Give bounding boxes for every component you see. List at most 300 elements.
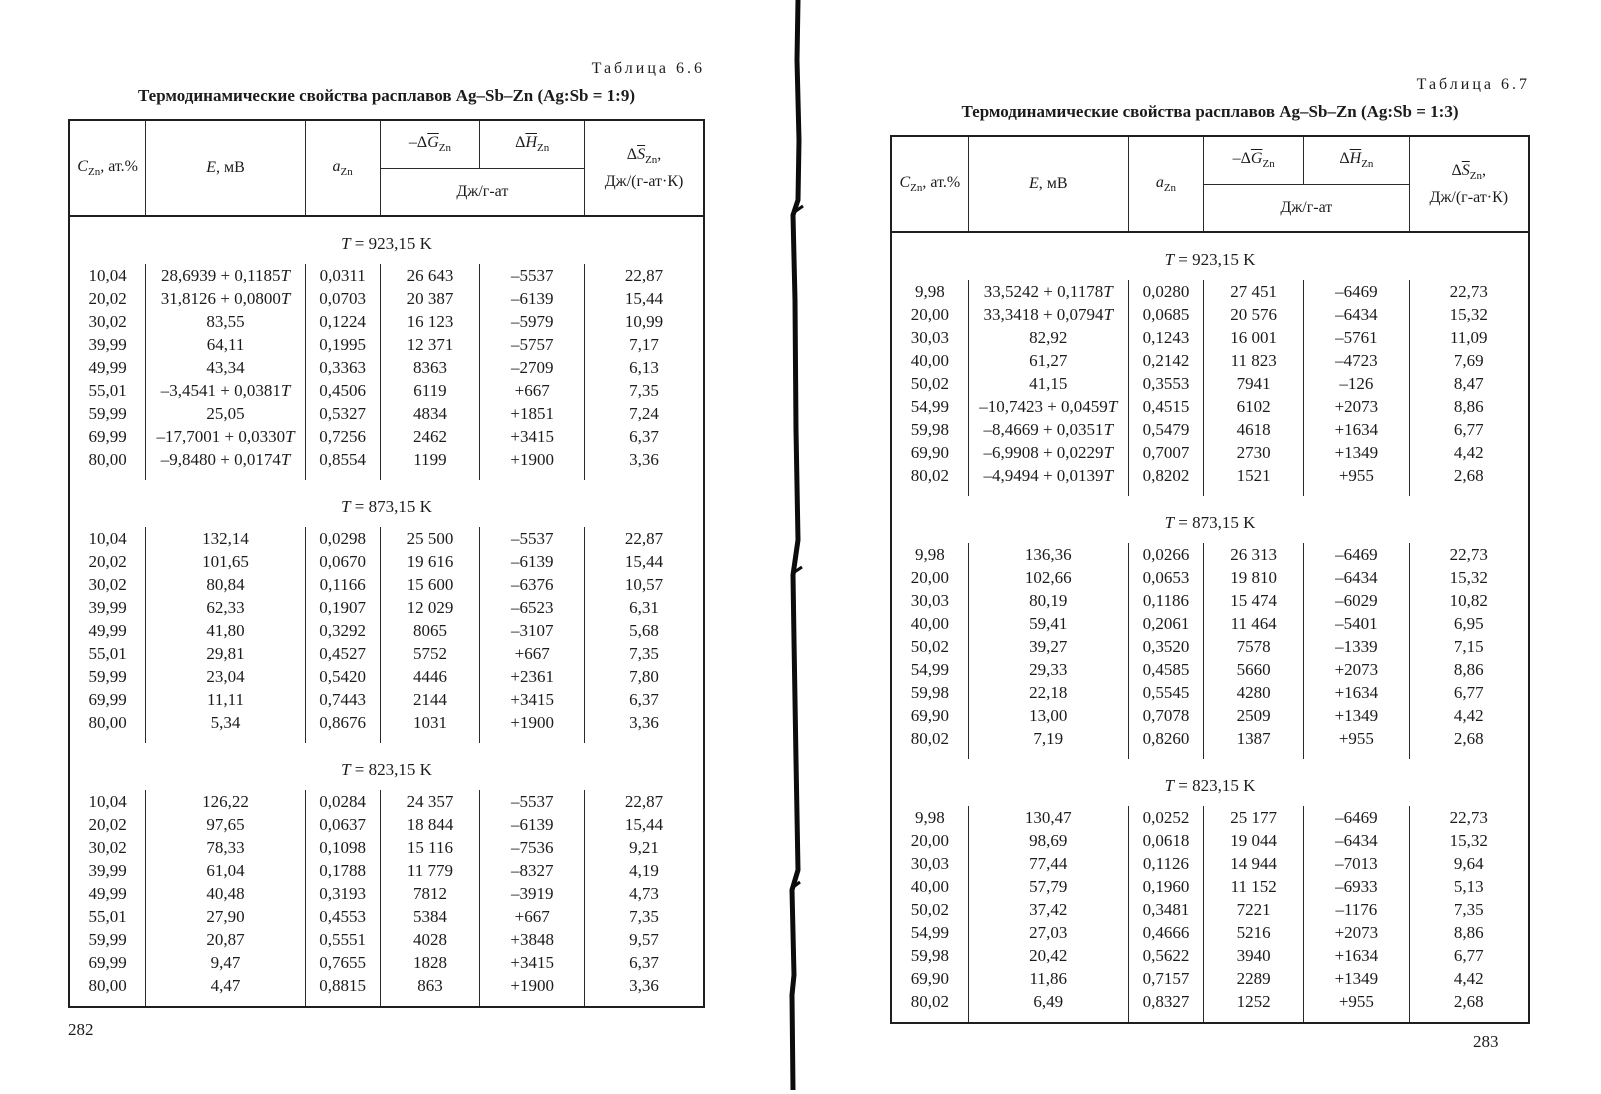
header-e: E, мВ [968,136,1128,232]
temperature-label: T = 923,15 K [341,234,432,253]
cell-a-zn: 0,7655 [305,951,380,974]
cell-c-zn: 55,01 [69,642,146,665]
cell-delta-s: 7,69 [1409,349,1529,372]
cell-a-zn: 0,0311 [305,264,380,287]
cell-e-mv: 4,47 [146,974,305,1007]
cell-c-zn: 59,99 [69,402,146,425]
table-row [891,898,1529,921]
cell-a-zn: 0,0618 [1128,829,1203,852]
cell-delta-s: 7,24 [585,402,704,425]
cell-delta-h: –6434 [1304,566,1409,589]
cell-c-zn: 30,03 [891,852,968,875]
cell-delta-s: 6,77 [1409,681,1529,704]
cell-delta-s: 8,86 [1409,658,1529,681]
table-row [891,395,1529,418]
cell-e-mv: 33,3418 + 0,0794T [968,303,1128,326]
thermo-table [890,135,1530,1024]
cell-delta-g: 19 044 [1204,829,1304,852]
table-row [69,550,704,573]
table-row [891,349,1529,372]
cell-delta-g: 1828 [380,951,480,974]
cell-delta-h: –5537 [480,264,585,287]
cell-a-zn: 0,0266 [1128,543,1203,566]
cell-delta-g: 12 371 [380,333,480,356]
cell-a-zn: 0,4585 [1128,658,1203,681]
cell-delta-g: 1252 [1204,990,1304,1023]
cell-delta-s: 6,77 [1409,418,1529,441]
cell-c-zn: 59,98 [891,944,968,967]
table-row [891,326,1529,349]
header-unit: Дж/г-ат [1204,185,1409,233]
cell-delta-g: 20 576 [1204,303,1304,326]
cell-a-zn: 0,1995 [305,333,380,356]
cell-delta-h: –7013 [1304,852,1409,875]
cell-a-zn: 0,4666 [1128,921,1203,944]
cell-delta-h: +2073 [1304,658,1409,681]
cell-e-mv: 40,48 [146,882,305,905]
cell-e-mv: 80,84 [146,573,305,596]
table-row [69,813,704,836]
cell-delta-h: –6523 [480,596,585,619]
cell-delta-h: –5537 [480,527,585,550]
table-row [891,658,1529,681]
cell-e-mv: 82,92 [968,326,1128,349]
cell-delta-s: 15,32 [1409,829,1529,852]
cell-a-zn: 0,0284 [305,790,380,813]
cell-delta-s: 6,13 [585,356,704,379]
cell-c-zn: 40,00 [891,349,968,372]
cell-c-zn: 59,98 [891,681,968,704]
cell-c-zn: 59,99 [69,665,146,688]
cell-delta-h: –7536 [480,836,585,859]
cell-c-zn: 54,99 [891,395,968,418]
cell-delta-s: 8,86 [1409,921,1529,944]
cell-c-zn: 20,02 [69,287,146,310]
cell-e-mv: 80,19 [968,589,1128,612]
cell-a-zn: 0,4506 [305,379,380,402]
cell-delta-h: +1349 [1304,967,1409,990]
cell-delta-g: 1521 [1204,464,1304,496]
cell-e-mv: 101,65 [146,550,305,573]
cell-e-mv: 41,15 [968,372,1128,395]
cell-c-zn: 69,99 [69,425,146,448]
cell-delta-g: 18 844 [380,813,480,836]
cell-a-zn: 0,3520 [1128,635,1203,658]
cell-c-zn: 30,02 [69,836,146,859]
cell-delta-g: 4834 [380,402,480,425]
cell-delta-s: 7,35 [585,905,704,928]
table-row [69,905,704,928]
cell-delta-s: 4,42 [1409,967,1529,990]
cell-a-zn: 0,7256 [305,425,380,448]
cell-c-zn: 59,98 [891,418,968,441]
cell-c-zn: 9,98 [891,806,968,829]
cell-delta-s: 9,64 [1409,852,1529,875]
table-row [69,402,704,425]
cell-delta-h: +1634 [1304,681,1409,704]
cell-a-zn: 0,0637 [305,813,380,836]
table-row [891,543,1529,566]
cell-delta-h: –3919 [480,882,585,905]
cell-c-zn: 80,02 [891,727,968,759]
cell-c-zn: 10,04 [69,790,146,813]
cell-delta-h: –6434 [1304,829,1409,852]
cell-a-zn: 0,8327 [1128,990,1203,1023]
cell-e-mv: 11,86 [968,967,1128,990]
cell-delta-h: –6469 [1304,280,1409,303]
cell-delta-g: 2144 [380,688,480,711]
cell-delta-g: 11 823 [1204,349,1304,372]
cell-e-mv: –8,4669 + 0,0351T [968,418,1128,441]
cell-delta-s: 8,86 [1409,395,1529,418]
cell-c-zn: 20,02 [69,813,146,836]
cell-delta-s: 3,36 [585,448,704,480]
cell-c-zn: 54,99 [891,658,968,681]
cell-delta-s: 15,44 [585,550,704,573]
cell-e-mv: 136,36 [968,543,1128,566]
cell-c-zn: 10,04 [69,527,146,550]
cell-a-zn: 0,4527 [305,642,380,665]
cell-c-zn: 20,00 [891,566,968,589]
cell-a-zn: 0,3363 [305,356,380,379]
cell-delta-s: 5,68 [585,619,704,642]
cell-e-mv: 61,27 [968,349,1128,372]
cell-delta-s: 15,32 [1409,303,1529,326]
cell-e-mv: –3,4541 + 0,0381T [146,379,305,402]
cell-delta-s: 6,37 [585,425,704,448]
cell-delta-g: 26 643 [380,264,480,287]
cell-e-mv: 37,42 [968,898,1128,921]
table-row [69,836,704,859]
cell-e-mv: 20,42 [968,944,1128,967]
cell-c-zn: 55,01 [69,379,146,402]
cell-e-mv: 13,00 [968,704,1128,727]
header-a-zn: $a_{Zn}$ [1128,136,1203,232]
temperature-label: T = 873,15 K [341,497,432,516]
cell-delta-s: 8,47 [1409,372,1529,395]
cell-delta-g: 1387 [1204,727,1304,759]
cell-delta-s: 15,32 [1409,566,1529,589]
header-delta-s: $\Delta\overline{S}_{Zn}$, Дж/(г-ат·К) [1409,136,1529,232]
cell-c-zn: 80,02 [891,990,968,1023]
cell-delta-g: 4280 [1204,681,1304,704]
cell-a-zn: 0,5551 [305,928,380,951]
cell-delta-h: –2709 [480,356,585,379]
cell-e-mv: 5,34 [146,711,305,743]
cell-delta-s: 4,42 [1409,704,1529,727]
table-row [69,688,704,711]
cell-e-mv: 102,66 [968,566,1128,589]
cell-delta-s: 22,73 [1409,806,1529,829]
cell-e-mv: 27,90 [146,905,305,928]
table-row [69,882,704,905]
cell-delta-h: +1851 [480,402,585,425]
cell-a-zn: 0,5545 [1128,681,1203,704]
cell-delta-g: 2509 [1204,704,1304,727]
cell-c-zn: 10,04 [69,264,146,287]
cell-e-mv: 126,22 [146,790,305,813]
cell-delta-g: 26 313 [1204,543,1304,566]
cell-c-zn: 40,00 [891,612,968,635]
cell-delta-h: –1339 [1304,635,1409,658]
cell-delta-s: 10,82 [1409,589,1529,612]
cell-e-mv: 27,03 [968,921,1128,944]
cell-delta-s: 10,57 [585,573,704,596]
table-row [69,951,704,974]
cell-delta-s: 7,35 [1409,898,1529,921]
cell-a-zn: 0,0685 [1128,303,1203,326]
cell-delta-g: 12 029 [380,596,480,619]
cell-delta-h: +667 [480,379,585,402]
cell-delta-g: 4028 [380,928,480,951]
table-row [69,356,704,379]
cell-a-zn: 0,2142 [1128,349,1203,372]
table-row [69,264,704,287]
table-row [69,287,704,310]
cell-delta-s: 6,37 [585,951,704,974]
cell-c-zn: 30,03 [891,589,968,612]
cell-delta-s: 22,73 [1409,543,1529,566]
cell-e-mv: 64,11 [146,333,305,356]
cell-delta-h: –4723 [1304,349,1409,372]
cell-a-zn: 0,0280 [1128,280,1203,303]
cell-delta-s: 3,36 [585,974,704,1007]
cell-delta-h: +1634 [1304,944,1409,967]
cell-c-zn: 30,02 [69,310,146,333]
cell-c-zn: 30,03 [891,326,968,349]
cell-e-mv: 11,11 [146,688,305,711]
cell-a-zn: 0,3292 [305,619,380,642]
cell-delta-h: –6139 [480,550,585,573]
cell-delta-s: 15,44 [585,287,704,310]
cell-delta-g: 11 779 [380,859,480,882]
table-row [891,829,1529,852]
cell-delta-h: –6139 [480,813,585,836]
cell-e-mv: 61,04 [146,859,305,882]
cell-c-zn: 55,01 [69,905,146,928]
cell-e-mv: 83,55 [146,310,305,333]
cell-delta-s: 22,87 [585,527,704,550]
cell-delta-g: 5216 [1204,921,1304,944]
cell-delta-h: +1634 [1304,418,1409,441]
cell-e-mv: 57,79 [968,875,1128,898]
cell-delta-g: 24 357 [380,790,480,813]
cell-delta-g: 25 177 [1204,806,1304,829]
cell-delta-g: 27 451 [1204,280,1304,303]
cell-c-zn: 20,00 [891,829,968,852]
cell-delta-g: 2462 [380,425,480,448]
cell-a-zn: 0,1224 [305,310,380,333]
cell-a-zn: 0,0670 [305,550,380,573]
cell-delta-h: –6434 [1304,303,1409,326]
cell-delta-h: –126 [1304,372,1409,395]
cell-e-mv: –6,9908 + 0,0229T [968,441,1128,464]
table-label: Таблица 6.7 [1416,76,1530,93]
cell-e-mv: 28,6939 + 0,1185T [146,264,305,287]
cell-e-mv: –9,8480 + 0,0174T [146,448,305,480]
cell-delta-h: +2073 [1304,921,1409,944]
table-row [891,464,1529,496]
table-row [69,310,704,333]
cell-delta-g: 14 944 [1204,852,1304,875]
cell-delta-h: +667 [480,905,585,928]
cell-c-zn: 39,99 [69,333,146,356]
table-row [69,711,704,743]
cell-a-zn: 0,7443 [305,688,380,711]
table-row [69,448,704,480]
cell-e-mv: 6,49 [968,990,1128,1023]
cell-e-mv: 33,5242 + 0,1178T [968,280,1128,303]
header-e: E, мВ [146,120,305,216]
cell-delta-g: 5384 [380,905,480,928]
cell-delta-h: +1349 [1304,704,1409,727]
table-row [69,619,704,642]
cell-delta-h: +3848 [480,928,585,951]
cell-delta-h: +3415 [480,688,585,711]
cell-e-mv: 77,44 [968,852,1128,875]
cell-delta-g: 25 500 [380,527,480,550]
page-number: 282 [68,1020,94,1039]
table-row [891,727,1529,759]
temperature-row [891,232,1529,280]
cell-c-zn: 59,99 [69,928,146,951]
table-row [69,665,704,688]
cell-delta-g: 11 152 [1204,875,1304,898]
cell-a-zn: 0,1960 [1128,875,1203,898]
cell-e-mv: –10,7423 + 0,0459T [968,395,1128,418]
table-title: Термодинамические свойства расплавов Ag–Sb–Zn (Ag:Sb = 1:3) [961,102,1459,121]
cell-delta-h: –5537 [480,790,585,813]
table-row [69,379,704,402]
temperature-row [891,759,1529,806]
cell-a-zn: 0,3553 [1128,372,1203,395]
table-row [69,642,704,665]
table-row [891,418,1529,441]
cell-delta-g: 7221 [1204,898,1304,921]
cell-c-zn: 69,90 [891,967,968,990]
cell-delta-s: 22,87 [585,790,704,813]
cell-e-mv: –4,9494 + 0,0139T [968,464,1128,496]
cell-delta-h: +955 [1304,990,1409,1023]
temperature-label: T = 873,15 K [1164,513,1256,532]
cell-delta-s: 3,36 [585,711,704,743]
cell-delta-s: 10,99 [585,310,704,333]
cell-delta-s: 7,15 [1409,635,1529,658]
cell-e-mv: 31,8126 + 0,0800T [146,287,305,310]
cell-c-zn: 80,00 [69,711,146,743]
temperature-label: T = 823,15 K [1164,776,1256,795]
cell-delta-s: 7,80 [585,665,704,688]
table-row [891,372,1529,395]
cell-a-zn: 0,5420 [305,665,380,688]
cell-e-mv: 62,33 [146,596,305,619]
cell-delta-g: 11 464 [1204,612,1304,635]
header-delta-g: $-\Delta\overline{G}_{Zn}$ [1204,136,1304,185]
temperature-label: T = 923,15 K [1164,250,1256,269]
cell-delta-g: 8363 [380,356,480,379]
cell-delta-g: 19 616 [380,550,480,573]
cell-e-mv: 78,33 [146,836,305,859]
cell-delta-s: 9,21 [585,836,704,859]
table-row [891,967,1529,990]
table-row [891,681,1529,704]
cell-delta-g: 7941 [1204,372,1304,395]
cell-delta-g: 863 [380,974,480,1007]
header-delta-h: $\Delta\overline{H}_{Zn}$ [1304,136,1409,185]
header-delta-g: $-\Delta\overline{G}_{Zn}$ [380,120,480,169]
cell-c-zn: 39,99 [69,859,146,882]
page-right [890,76,1530,1076]
cell-delta-s: 4,73 [585,882,704,905]
cell-delta-g: 2730 [1204,441,1304,464]
cell-delta-s: 7,17 [585,333,704,356]
cell-a-zn: 0,1907 [305,596,380,619]
cell-delta-h: –8327 [480,859,585,882]
cell-c-zn: 80,00 [69,974,146,1007]
cell-delta-g: 3940 [1204,944,1304,967]
cell-c-zn: 39,99 [69,596,146,619]
cell-a-zn: 0,8676 [305,711,380,743]
cell-c-zn: 54,99 [891,921,968,944]
cell-a-zn: 0,5327 [305,402,380,425]
cell-delta-s: 4,19 [585,859,704,882]
cell-delta-s: 9,57 [585,928,704,951]
cell-a-zn: 0,8815 [305,974,380,1007]
cell-e-mv: 9,47 [146,951,305,974]
cell-c-zn: 80,02 [891,464,968,496]
cell-a-zn: 0,0298 [305,527,380,550]
thermo-table-6-7 [890,135,1530,1024]
cell-e-mv: 29,33 [968,658,1128,681]
cell-delta-g: 6102 [1204,395,1304,418]
cell-a-zn: 0,1243 [1128,326,1203,349]
cell-delta-s: 7,35 [585,642,704,665]
temperature-row [69,743,704,790]
temperature-label: T = 823,15 K [341,760,432,779]
table-row [69,859,704,882]
cell-a-zn: 0,0653 [1128,566,1203,589]
cell-delta-g: 16 123 [380,310,480,333]
thermo-table-6-6 [68,119,705,1008]
table-row [69,573,704,596]
table-row [891,280,1529,303]
header-c-zn: $C_{Zn}$, ат.% [69,120,146,216]
page-number: 283 [1473,1032,1499,1051]
cell-delta-h: +3415 [480,951,585,974]
cell-a-zn: 0,0703 [305,287,380,310]
cell-a-zn: 0,7007 [1128,441,1203,464]
cell-a-zn: 0,8554 [305,448,380,480]
header-delta-s: $\Delta\overline{S}_{Zn}$, Дж/(г-ат·К) [585,120,704,216]
table-row [891,566,1529,589]
cell-delta-h: +1900 [480,974,585,1007]
temperature-row [69,216,704,264]
cell-delta-g: 7578 [1204,635,1304,658]
cell-c-zn: 80,00 [69,448,146,480]
cell-c-zn: 69,90 [891,441,968,464]
cell-delta-g: 15 116 [380,836,480,859]
cell-a-zn: 0,7078 [1128,704,1203,727]
cell-e-mv: 20,87 [146,928,305,951]
cell-e-mv: 25,05 [146,402,305,425]
cell-delta-s: 2,68 [1409,727,1529,759]
cell-delta-s: 6,31 [585,596,704,619]
cell-a-zn: 0,1126 [1128,852,1203,875]
table-row [891,921,1529,944]
cell-c-zn: 49,99 [69,356,146,379]
cell-delta-h: –5757 [480,333,585,356]
cell-a-zn: 0,1098 [305,836,380,859]
